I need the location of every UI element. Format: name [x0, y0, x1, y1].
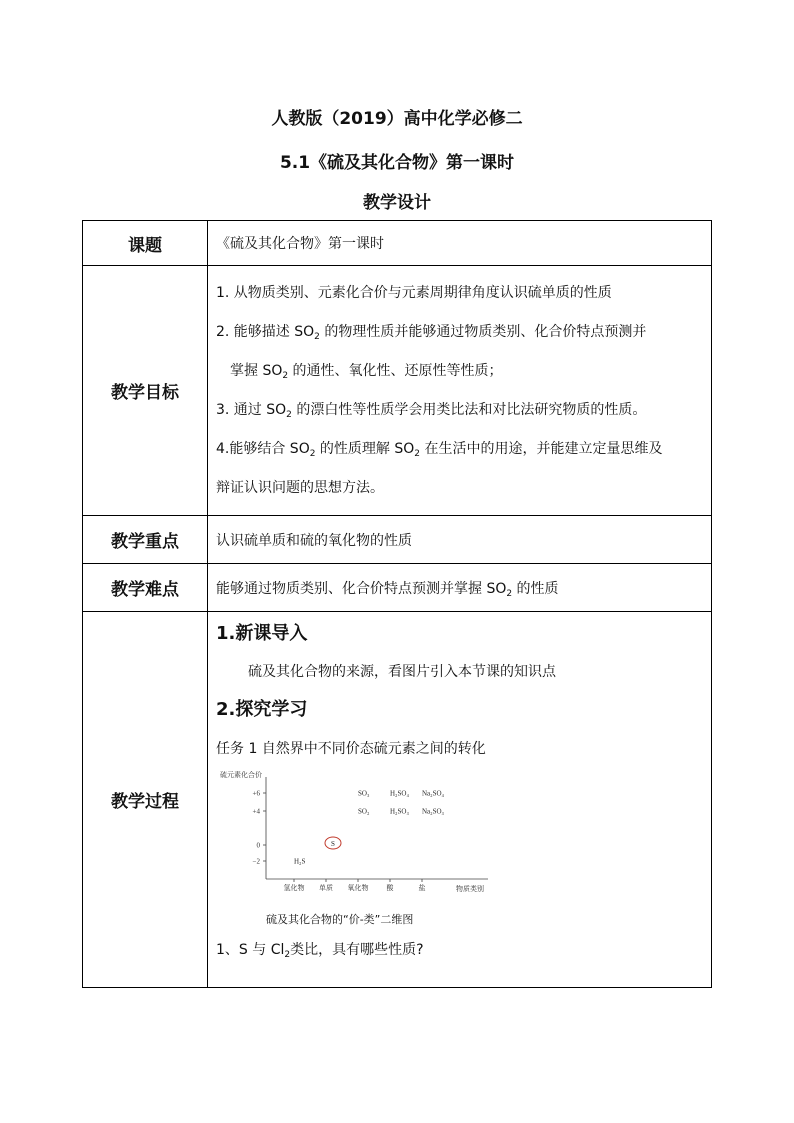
x-tick-label: 单质 — [319, 884, 333, 892]
question-1: 1、S 与 $Cl_2$类比，具有哪些性质? — [216, 942, 424, 960]
difficulty-content: 能够通过物质类别、化合价特点预测并掌握 $SO_2$ 的性质 — [208, 564, 712, 612]
y-tick-label: +6 — [252, 789, 260, 798]
chart-svg — [216, 769, 506, 909]
x-tick-label: 酸 — [386, 884, 394, 892]
topic-content: 《硫及其化合物》第一课时 — [208, 221, 712, 266]
doc-subtitle: 5.1《硫及其化合物》第一课时 — [279, 153, 515, 173]
x-tick-label: 盐 — [418, 884, 426, 892]
y-axis-label: 硫元素化合价 — [220, 771, 262, 779]
data-point-label: Na₂SO₄ — [422, 789, 444, 798]
objectives-label: 教学目标 — [83, 266, 208, 516]
table-row — [83, 612, 712, 988]
chart-caption: 硫及其化合物的“价-类”二维图 — [266, 913, 414, 926]
x-tick-label: 氧化物 — [347, 884, 369, 892]
process-content — [208, 612, 712, 988]
y-tick-label: +4 — [252, 807, 260, 816]
x-tick-label: 氢化物 — [283, 884, 305, 892]
table-row — [83, 266, 712, 516]
table-row — [83, 221, 712, 266]
objective-3: 3. 通过 $SO_2$ 的漂白性等性质学会用类比法和对比法研究物质的性质。 — [216, 401, 647, 420]
objective-2: 2. 能够描述 $SO_2$ 的物理性质并能够通过物质类别、化合价特点预测并 — [216, 323, 647, 342]
objective-4: 4.能够结合 $SO_2$ 的性质理解 $SO_2$ 在生活中的用途，并能建立定量思维及 — [216, 440, 663, 459]
table-row — [83, 564, 712, 612]
section-heading-2: 2.探究学习 — [216, 699, 308, 720]
objective-1: 1. 从物质类别、元素化合价与元素周期律角度认识硫单质的性质 — [216, 284, 612, 301]
difficulty-label: 教学难点 — [83, 564, 208, 612]
objectives-content — [208, 266, 712, 516]
key-point-content: 认识硫单质和硫的氧化物的性质 — [208, 516, 712, 564]
topic-label: 课题 — [83, 221, 208, 266]
lesson-plan-table — [82, 220, 712, 988]
doc-title: 人教版（2019）高中化学必修二 — [271, 109, 523, 129]
doc-heading: 教学设计 — [363, 193, 431, 213]
table-row — [83, 516, 712, 564]
data-point-label: H₂SO₃ — [390, 807, 409, 816]
section-paragraph-1: 硫及其化合物的来源，看图片引入本节课的知识点 — [248, 664, 556, 680]
x-axis-label: 物质类别 — [456, 885, 484, 893]
key-point-label: 教学重点 — [83, 516, 208, 564]
task-1: 任务 1 自然界中不同价态硫元素之间的转化 — [216, 741, 486, 757]
section-heading-1: 1.新课导入 — [216, 623, 308, 644]
data-point-label: S — [331, 840, 335, 848]
process-label: 教学过程 — [83, 612, 208, 988]
data-point-label: H₂SO₄ — [390, 789, 409, 798]
objective-4-cont: 辩证认识问题的思想方法。 — [216, 479, 384, 496]
y-tick-label: 0 — [256, 841, 260, 850]
objective-2-cont: 掌握 $SO_2$ 的通性、氧化性、还原性等性质； — [230, 362, 503, 381]
data-point-label: Na₂SO₃ — [422, 807, 444, 816]
valence-class-chart — [216, 769, 506, 909]
y-tick-label: −2 — [252, 857, 260, 866]
data-point-label: H₂S — [294, 857, 306, 866]
data-point-label: SO₃ — [358, 789, 370, 798]
data-point-label: SO₂ — [358, 807, 370, 816]
